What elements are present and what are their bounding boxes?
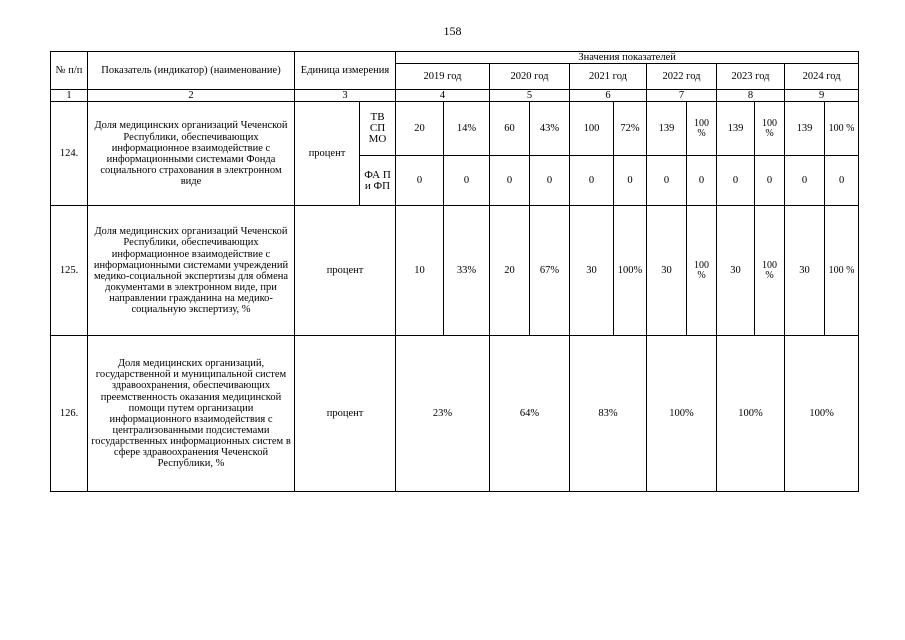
header-year-2021: 2021 год [570,64,647,90]
row-number: 126. [51,336,88,492]
value-cell: 100% [717,336,785,492]
value-cell: 100 [570,102,614,156]
header-year-2020: 2020 год [490,64,570,90]
unit-cell: процент [295,206,396,336]
value-cell: 30 [717,206,755,336]
value-cell: 0 [717,156,755,206]
value-cell: 0 [785,156,825,206]
row-number: 125. [51,206,88,336]
header-year-2019: 2019 год [396,64,490,90]
value-cell: 0 [687,156,717,206]
value-cell: 0 [490,156,530,206]
header-values-group: Значения показателей [396,52,859,64]
header-year-2024: 2024 год [785,64,859,90]
value-cell: 0 [647,156,687,206]
value-cell: 100% [785,336,859,492]
value-cell: 67% [530,206,570,336]
value-cell: 0 [614,156,647,206]
value-cell: 33% [444,206,490,336]
row-number: 124. [51,102,88,206]
value-cell: 20 [396,102,444,156]
value-cell: 0 [755,156,785,206]
table-row [51,206,859,336]
header-unit: Единица измерения [295,52,396,90]
table-row [51,336,859,492]
unit-cell: процент [295,102,360,206]
col-number: 4 [396,90,490,102]
value-cell: 43% [530,102,570,156]
value-cell: 100 % [825,206,859,336]
header-year-2022: 2022 год [647,64,717,90]
col-number: 7 [647,90,717,102]
value-cell: 30 [647,206,687,336]
value-cell: 100 % [687,206,717,336]
col-number: 6 [570,90,647,102]
value-cell: 83% [570,336,647,492]
value-cell: 30 [785,206,825,336]
value-cell: 0 [396,156,444,206]
col-number: 2 [88,90,295,102]
header-year-2023: 2023 год [717,64,785,90]
value-cell: 100 % [687,102,717,156]
col-number: 8 [717,90,785,102]
value-cell: 100 % [825,102,859,156]
value-cell: 0 [570,156,614,206]
table-row [51,102,859,156]
indicators-table [50,51,859,492]
col-number: 9 [785,90,859,102]
page-number: 158 [443,24,462,38]
value-cell: 60 [490,102,530,156]
indicator-name: Доля медицинских организаций, государственной и муниципальной систем здравоохранения, обеспечивающих преемственность оказания медицинской помощи путем организации информационного взаимодействия с централизованными подсистемами государственных информационных систем в сфере здравоохранения Чеченской Республики, % [88,336,295,492]
value-cell: 100% [647,336,717,492]
header-indicator: Показатель (индикатор) (наименование) [88,52,295,90]
value-cell: 20 [490,206,530,336]
value-cell: 100 % [755,206,785,336]
value-cell: 139 [647,102,687,156]
value-cell: 139 [717,102,755,156]
value-cell: 0 [825,156,859,206]
value-cell: 23% [396,336,490,492]
value-cell: 14% [444,102,490,156]
value-cell: 100% [614,206,647,336]
indicator-name: Доля медицинских организаций Чеченской Республики, обеспечивающих информационное взаимодействие с информационными системами Фонда социального страхования в электронном виде [88,102,295,206]
value-cell: 0 [444,156,490,206]
value-cell: 100 % [755,102,785,156]
col-number: 5 [490,90,570,102]
col-number: 1 [51,90,88,102]
indicator-name: Доля медицинских организаций Чеченской Республики, обеспечивающих информационное взаимодействие с информационными системами учреждений медико-социальной экспертизы для обмена документами в электронном виде, при направлении гражданина на медико-социальную экспертизу, % [88,206,295,336]
sub-row-label: ТВ СП МО [360,102,396,156]
sub-row-label: ФА П и ФП [360,156,396,206]
col-number: 3 [295,90,396,102]
value-cell: 64% [490,336,570,492]
value-cell: 139 [785,102,825,156]
value-cell: 30 [570,206,614,336]
value-cell: 0 [530,156,570,206]
header-num: № п/п [51,52,88,90]
value-cell: 72% [614,102,647,156]
value-cell: 10 [396,206,444,336]
unit-cell: процент [295,336,396,492]
